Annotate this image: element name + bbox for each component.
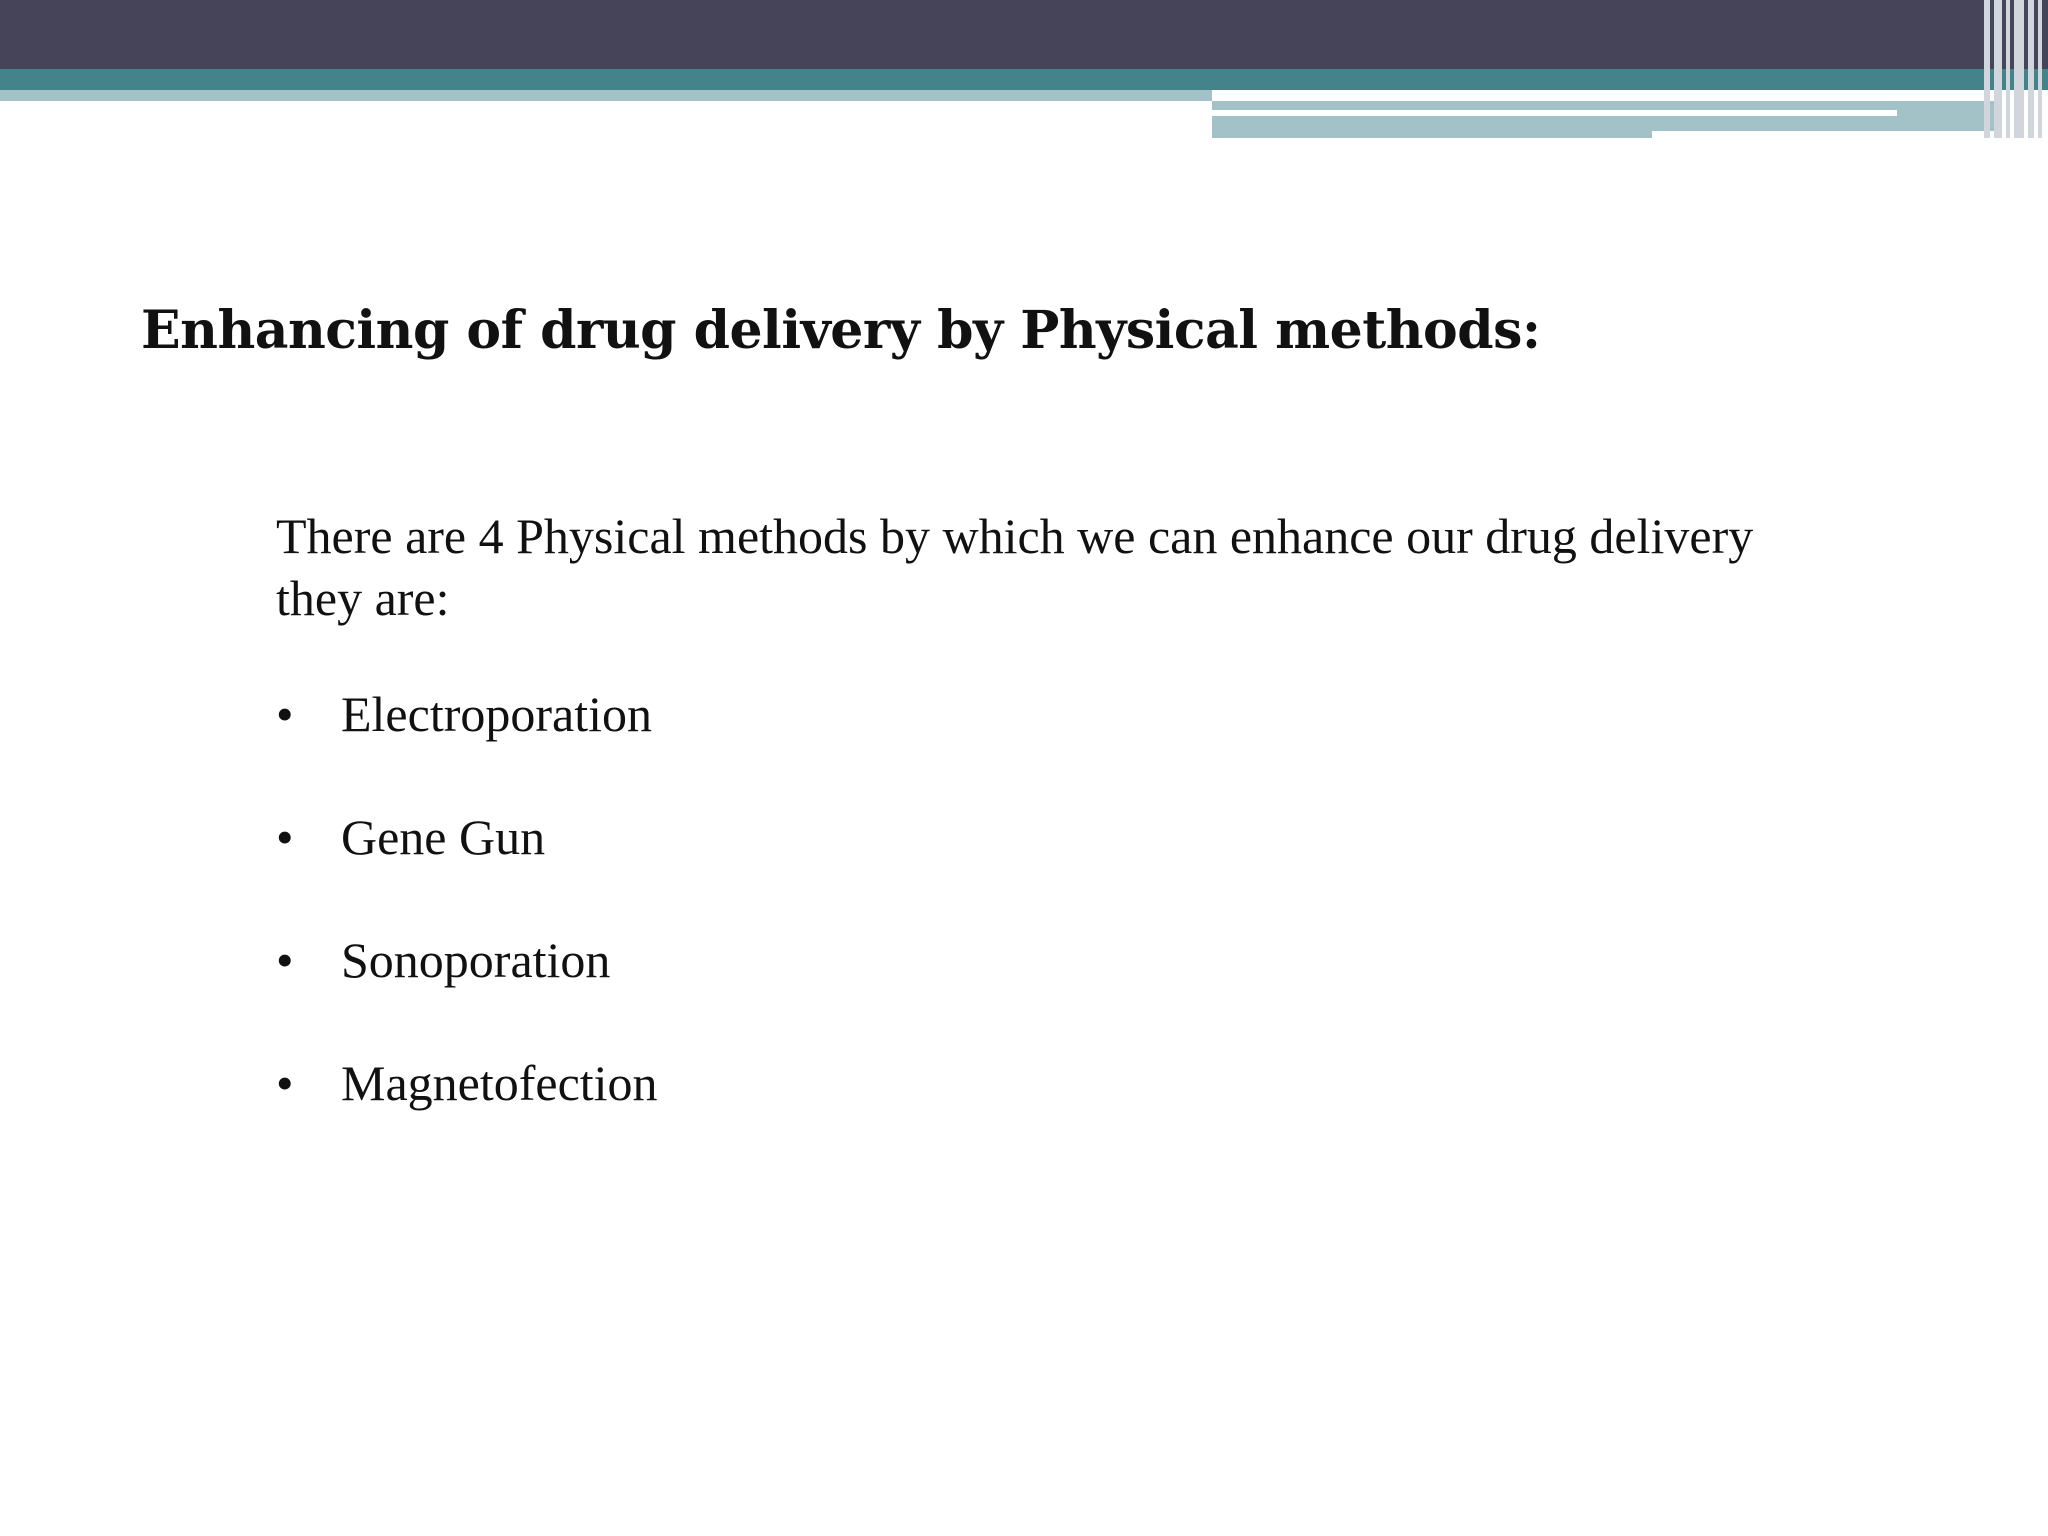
bullet-text: Sonoporation: [341, 932, 611, 988]
header-white-line: [1212, 110, 1897, 116]
bullet-text: Magnetofection: [341, 1055, 658, 1111]
bullet-icon: •: [276, 1055, 294, 1111]
header-dark-band: [0, 0, 2048, 69]
header-light-band-left: [0, 90, 1212, 101]
bullet-icon: •: [276, 809, 294, 865]
list-item: [276, 929, 1836, 991]
list-item: [276, 683, 1836, 745]
intro-paragraph: There are 4 Physical methods by which we can enhance our drug delivery they are:: [276, 508, 1754, 626]
header-white-notch: [1652, 131, 2012, 141]
bullet-text: Gene Gun: [341, 809, 546, 865]
slide-body: [276, 505, 1836, 1175]
list-item: [276, 1052, 1836, 1114]
list-item: [276, 806, 1836, 868]
header-teal-band: [0, 69, 2048, 90]
bullet-icon: •: [276, 932, 294, 988]
bullet-list: [276, 683, 1836, 1114]
header-vertical-stripes: [1984, 0, 2048, 138]
bullet-text: Electroporation: [341, 686, 652, 742]
slide-title: Enhancing of drug delivery by Physical methods:: [141, 300, 1541, 361]
bullet-icon: •: [276, 686, 294, 742]
